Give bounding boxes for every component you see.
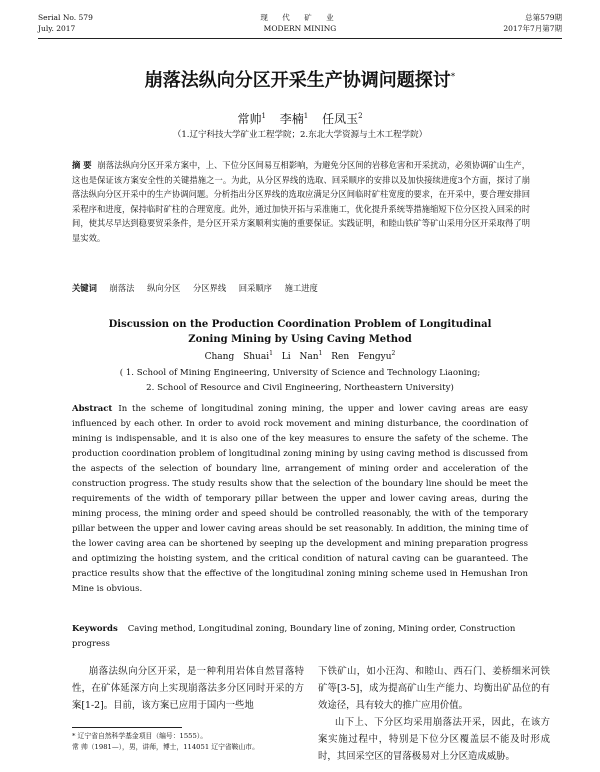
total-issue: 总第579期 [525, 13, 562, 22]
abstract-en-text: In the scheme of longitudinal zoning mining, the upper and lower caving areas are easy influenced by each other. In order to avoid rock movement and mining disturbance, the coordination of mining is indispensable, and it is also one of the key measures to ensure the safety of the scheme. The production coordination problem of longitudinal zoning mining by using caving method is discussed from the aspects of the selection of boundary line, arrangement of mining order and acceleration of the construction progress. The study results show that the selection of the boundary line should be meet the requirements of the width of temporary pillar between the upper and lower caving areas, during the mining process, the mining order and speed should be controlled reasonably, the with of the temporary pillar between the upper and lower caving areas should be set reasonably. In addition, the mining time of the lower caving area can be shortened by seeping up the development and mining preparation progress and optimizing the hoisting system, and the critical condition of natural caving can be guaranteed. The practice results show that the effective of the longitudinal zoning mining scheme used in Hemushan Iron Mine is obvious. [72, 404, 528, 594]
paper-title [0, 66, 600, 92]
keywords-en-text: Caving method, Longitudinal zoning, Boundary line of zoning, Mining order, Construction progress [72, 624, 516, 649]
title-text: 崩落法纵向分区开采生产协调问题探讨 [144, 70, 451, 91]
issue-date-en: July. 2017 [38, 24, 76, 33]
author-list [0, 110, 600, 127]
abstract-cn [72, 158, 530, 245]
keyword: 施工进度 [284, 283, 318, 293]
author: 李楠$^1$ [279, 112, 309, 126]
author-en: Li Nan$^1$ [281, 350, 323, 362]
body-paragraph: 下铁矿山，如小汪沟、和睦山、西石门、姜桥细米河铁矿等[3-5]，成为提高矿山生产能力、均衡出矿品位的有效途径，具有较大的推广应用价值。 [318, 666, 550, 711]
author: 常帅$^1$ [237, 112, 266, 126]
keyword: 回采顺序 [238, 283, 272, 293]
body-column-left [72, 663, 304, 714]
running-header [38, 8, 562, 39]
author: 任凤玉$^2$ [322, 112, 363, 126]
keywords-en-label: Keywords [72, 624, 118, 634]
affiliation: （1.辽宁科技大学矿业工程学院；2.东北大学资源与土木工程学院） [172, 130, 428, 140]
keyword: 纵向分区 [147, 283, 181, 293]
keywords-cn [72, 282, 530, 294]
abstract-cn-text: 崩落法纵向分区开采方案中，上、下位分区间易互相影响，为避免分区间的岩移危害和开采扰动，必须协调矿山生产，这也是保证该方案安全性的关键措施之一。为此，从分区界线的选取、回采顺序的安排以及加快接续进度3个方面，探讨了崩落法纵向分区开采中的生产协调问题。分析指出分区界线的选取应满足分区间临时矿柱宽度的要求，在开采中，要合理安排回采程序和进度，保持临时矿柱的合理宽度。此外，通过加快开拓与采准施工，优化提升系统等措施缩短下位分区投入回采的时间，使其尽早达到稳要贸采条件，是分区开采方案顺利实施的重要保证。实践证明，和睦山铁矿等矿山采用分区开采取得了明显实效。 [72, 160, 530, 243]
abstract-en [72, 402, 528, 597]
issue-date-cn: 2017年7月第7期 [503, 24, 562, 33]
english-author-list [0, 350, 600, 362]
footnotes [72, 731, 312, 753]
abstract-en-label: Abstract [72, 404, 113, 414]
keywords-cn-label: 关键词 [72, 283, 97, 293]
author-en: Chang Shuai$^1$ [204, 350, 273, 362]
keyword: 分区界线 [192, 283, 227, 293]
footnote: * 辽宁省自然科学基金项目（编号：1555）。 [72, 732, 208, 740]
author-en: Ren Fengyu$^2$ [331, 350, 396, 362]
header-right [503, 12, 562, 34]
footnote-divider [72, 727, 182, 728]
body-paragraph: 山下上、下分区均采用崩落法开采，因此，在该方案实施过程中，特别是下位分区覆盖层不能及时形成时，其回采空区的冒落极易对上分区造成威胁。 [318, 717, 550, 762]
journal-name-cn: 现 代 矿 业 [260, 13, 340, 22]
header-center [38, 12, 562, 34]
abstract-cn-label: 摘 要 [72, 160, 92, 170]
english-title: Discussion on the Production Coordination Problem of Longitudinal Zoning Mining by Using Caving Method [108, 319, 492, 345]
body-paragraph: 崩落法纵向分区开采，是一种利用岩体自然冒落特性，在矿体延深方向上实现崩落法多分区同时开采的方案[1-2]。目前，该方案已应用于国内一些地 [72, 666, 304, 711]
english-affiliations: ( 1. School of Mining Engineering, University of Science and Technology Liaoning; 2. School of Resource and Civil Engineering, Northeastern University) [119, 368, 481, 393]
title-footnote-mark: * [450, 72, 456, 82]
serial-number: Serial No. 579 [38, 13, 93, 22]
footnote: 常 帅（1981—），男，讲师，博士，114051 辽宁省鞍山市。 [72, 743, 259, 751]
journal-name-en: MODERN MINING [263, 24, 337, 33]
keywords-en [72, 622, 528, 652]
keyword: 崩落法 [109, 283, 135, 293]
body-column-right [318, 663, 550, 765]
